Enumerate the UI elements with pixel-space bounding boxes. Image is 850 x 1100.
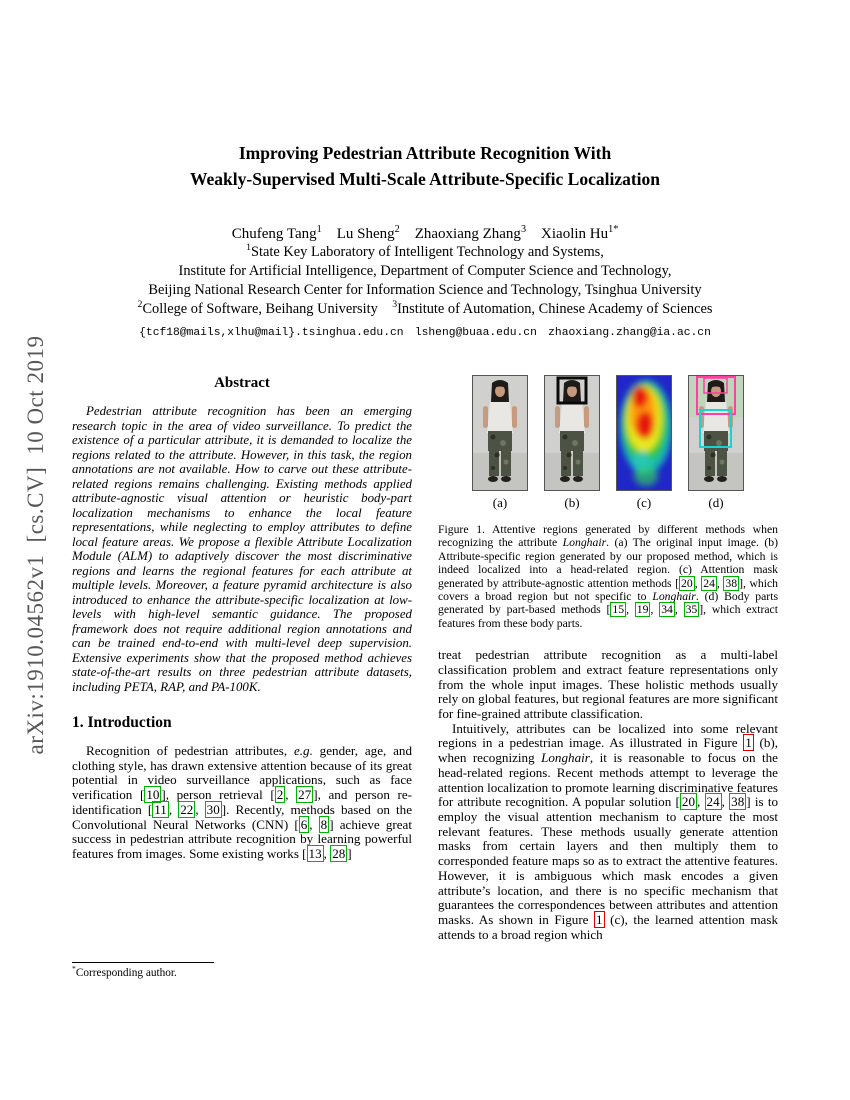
section-heading-introduction: 1. Introduction (72, 714, 172, 731)
figure-1d-label: (d) (708, 495, 724, 510)
figure-1a (472, 375, 528, 511)
citation-link[interactable]: 8 (320, 816, 328, 832)
intro-paragraph: Recognition of pedestrian attributes, e.g. gender, age, and clothing style, has drawn extensive attention because of its great potential in video surveillance applications, such as face verification [ 10 ], person retrieval [ 2 , 27 ], and person re-identification [ 11 , 22 , 30 ]. Recently, methods based on the Convolutional Neural Networks (CNN) [ 6 , 8 ] achieve great success in pedestrian attribute recognition by learning powerful features from images. Some existing works [ 13 , 28 ] (72, 743, 413, 861)
figure-1a-original-image (472, 375, 528, 491)
superscript: 1 (316, 224, 322, 235)
citation-link[interactable]: 20 (681, 576, 693, 590)
author-line: Chufeng Tang$^1$ Lu Sheng$^2$ Zhaoxiang Zhang$^3$ Xiaolin $Hu^{1*}$ (231, 224, 619, 242)
citation-link[interactable]: 35 (685, 603, 698, 617)
citation-link[interactable]: 20 (681, 794, 695, 810)
figure-1c-attention-heatmap (616, 375, 672, 491)
superscript: 2 (137, 299, 143, 311)
superscript: 2 (394, 224, 400, 235)
superscript: 3 (520, 224, 527, 235)
italic-text: Longhair (562, 536, 607, 550)
superscript: * (72, 964, 76, 974)
affiliation-line-3: Beijing National Research Center for Information Science and Technology, Tsinghua University (148, 282, 702, 298)
citation-link[interactable]: 2 (276, 787, 284, 803)
figure-ref-link[interactable]: 1 (596, 911, 603, 927)
citation-link[interactable]: 24 (703, 576, 715, 590)
figure-1-image-row (438, 375, 778, 511)
figure-1 (438, 375, 778, 630)
left-column (72, 375, 412, 862)
figure-1c (616, 375, 672, 511)
citation-link[interactable]: 15 (612, 603, 625, 617)
affiliation-line-2: Institute for Artificial Intelligence, Department of Computer Science and Technology, (178, 263, 672, 279)
italic-text: e.g. (293, 743, 313, 758)
citation-link[interactable]: 13 (308, 845, 322, 861)
figure-1b (544, 375, 600, 511)
figure-ref-link[interactable]: 1 (745, 735, 752, 751)
citation-link[interactable]: 6 (300, 816, 308, 832)
affiliation-line-1: $^1$State Key Laboratory of Intelligent Technology and Systems, (246, 242, 604, 260)
figure-1b-attribute-region-image (544, 375, 600, 491)
citation-link[interactable]: 10 (146, 787, 160, 803)
paper-title (60, 140, 790, 192)
figure-1c-label: (c) (636, 495, 652, 510)
figure-1a-label: (a) (492, 495, 508, 510)
figure-1d-body-parts-image (688, 375, 744, 491)
footnote-rule (72, 962, 214, 963)
italic-text: Longhair (541, 750, 590, 766)
right-column (438, 375, 778, 942)
citation-link[interactable]: 28 (332, 845, 346, 861)
citation-link[interactable]: 24 (706, 794, 720, 810)
abstract-heading: Abstract (214, 375, 270, 391)
citation-link[interactable]: 22 (180, 801, 194, 817)
superscript: 3 (392, 299, 398, 311)
superscript: 1 (246, 242, 252, 254)
abstract-text: Pedestrian attribute recognition has been an emerging research topic in the area of video surveillance. To predict the existence of a particular attribute, it is demanded to localize the regions related to the attribute. However, in this task, the region annotations are not available. How to carve out these attribute-related regions remains challenging. Existing methods applied attribute-agnostic visual attention or heuristic body-part localization mechanisms to enhance the local feature representations, while neglecting to employ attributes to define local feature areas. We propose a flexible Attribute Localization Module (ALM) to adaptively discover the most discriminative regions and learns the regional features for each attribute at multiple levels. Moreover, a feature pyramid architecture is also introduced to enhance the attribute-specific localization at low-levels with high-level semantic guidance. The proposed framework does not require additional region annotations and can be trained end-to-end with multi-level deep supervision. Extensive experiments show that the proposed method achieves state-of-the-art results on three pedestrian attribute datasets, including PETA, RAP, and PA-100K. (72, 404, 412, 694)
superscript: 1* (608, 224, 619, 235)
title-line-1: Improving Pedestrian Attribute Recognition With (238, 143, 612, 163)
email-line: {tcf18@mails,xlhu@mail}.tsinghua.edu.cn lsheng@buaa.edu.cn zhaoxiang.zhang@ia.ac.cn (139, 327, 711, 339)
citation-link[interactable]: 38 (731, 794, 745, 810)
affiliation-line-4: $^2$College of Software, Beihang University $^3$Institute of Automation, Chinese Academy of Sciences (137, 299, 713, 317)
citation-link[interactable]: 11 (154, 801, 167, 817)
citation-link[interactable]: 34 (661, 603, 673, 617)
citation-link[interactable]: 38 (725, 576, 738, 590)
figure-1b-label: (b) (564, 495, 580, 510)
col2-paragraph-1: treat pedestrian attribute recognition as a multi-label classification problem and extract feature representations only from the whole input images. These holistic methods usually rely on global features, but regional features are more significant for fine-grained attribute classification. (438, 647, 778, 722)
citation-link[interactable]: 19 (636, 603, 649, 617)
italic-text: Longhair (652, 590, 696, 604)
figure-1-caption: Figure 1. Attentive regions generated by different methods when recognizing the attribute Longhair. (a) The original input image. (b) Attribute-specific region generated by our proposed method, which is indeed localized into a head-related region. (c) Attention mask generated by attribute-agnostic attention methods [ 20 , 24 , 38 ], which covers a broad region but not specific to Longhair. (d) Body parts generated by part-based methods [ 15 , 19 , 34 , 35 ], which extract features from these body parts. (438, 523, 779, 630)
paper-header (60, 140, 790, 339)
arxiv-watermark: arXiv:1910.04562v1 [cs.CV] 10 Oct 2019 (23, 335, 48, 755)
title-line-2: Weakly-Supervised Multi-Scale Attribute-Specific Localization (189, 169, 661, 189)
figure-1d (688, 375, 744, 511)
citation-link[interactable]: 27 (298, 787, 312, 803)
col2-paragraph-2: Intuitively, attributes can be localized into some relevant regions in a pedestrian image. As illustrated in Figure 1 (b), when recognizing Longhair, it is reasonable to focus on the head-related regions. Recent methods attempt to leverage the attention localization to promote learning discriminative features for attribute recognition. A popular solution [ 20 , 24 , 38 ] is to employ the visual attention mechanism to capture the most relevant features. These methods usually generate attention masks from certain layers and then multiply them to corresponded feature maps so as to extract the attentive features. However, it is ambiguous which mask encodes a given attribute’s location, and there is no specific mechanism that guarantees the correspondences between attributes and attention masks. As shown in Figure 1 (c), the learned attention mask attends to a broad region which (438, 720, 779, 942)
citation-link[interactable]: 30 (206, 801, 220, 817)
footnote-corresponding-author: *Corresponding author. (72, 964, 177, 979)
